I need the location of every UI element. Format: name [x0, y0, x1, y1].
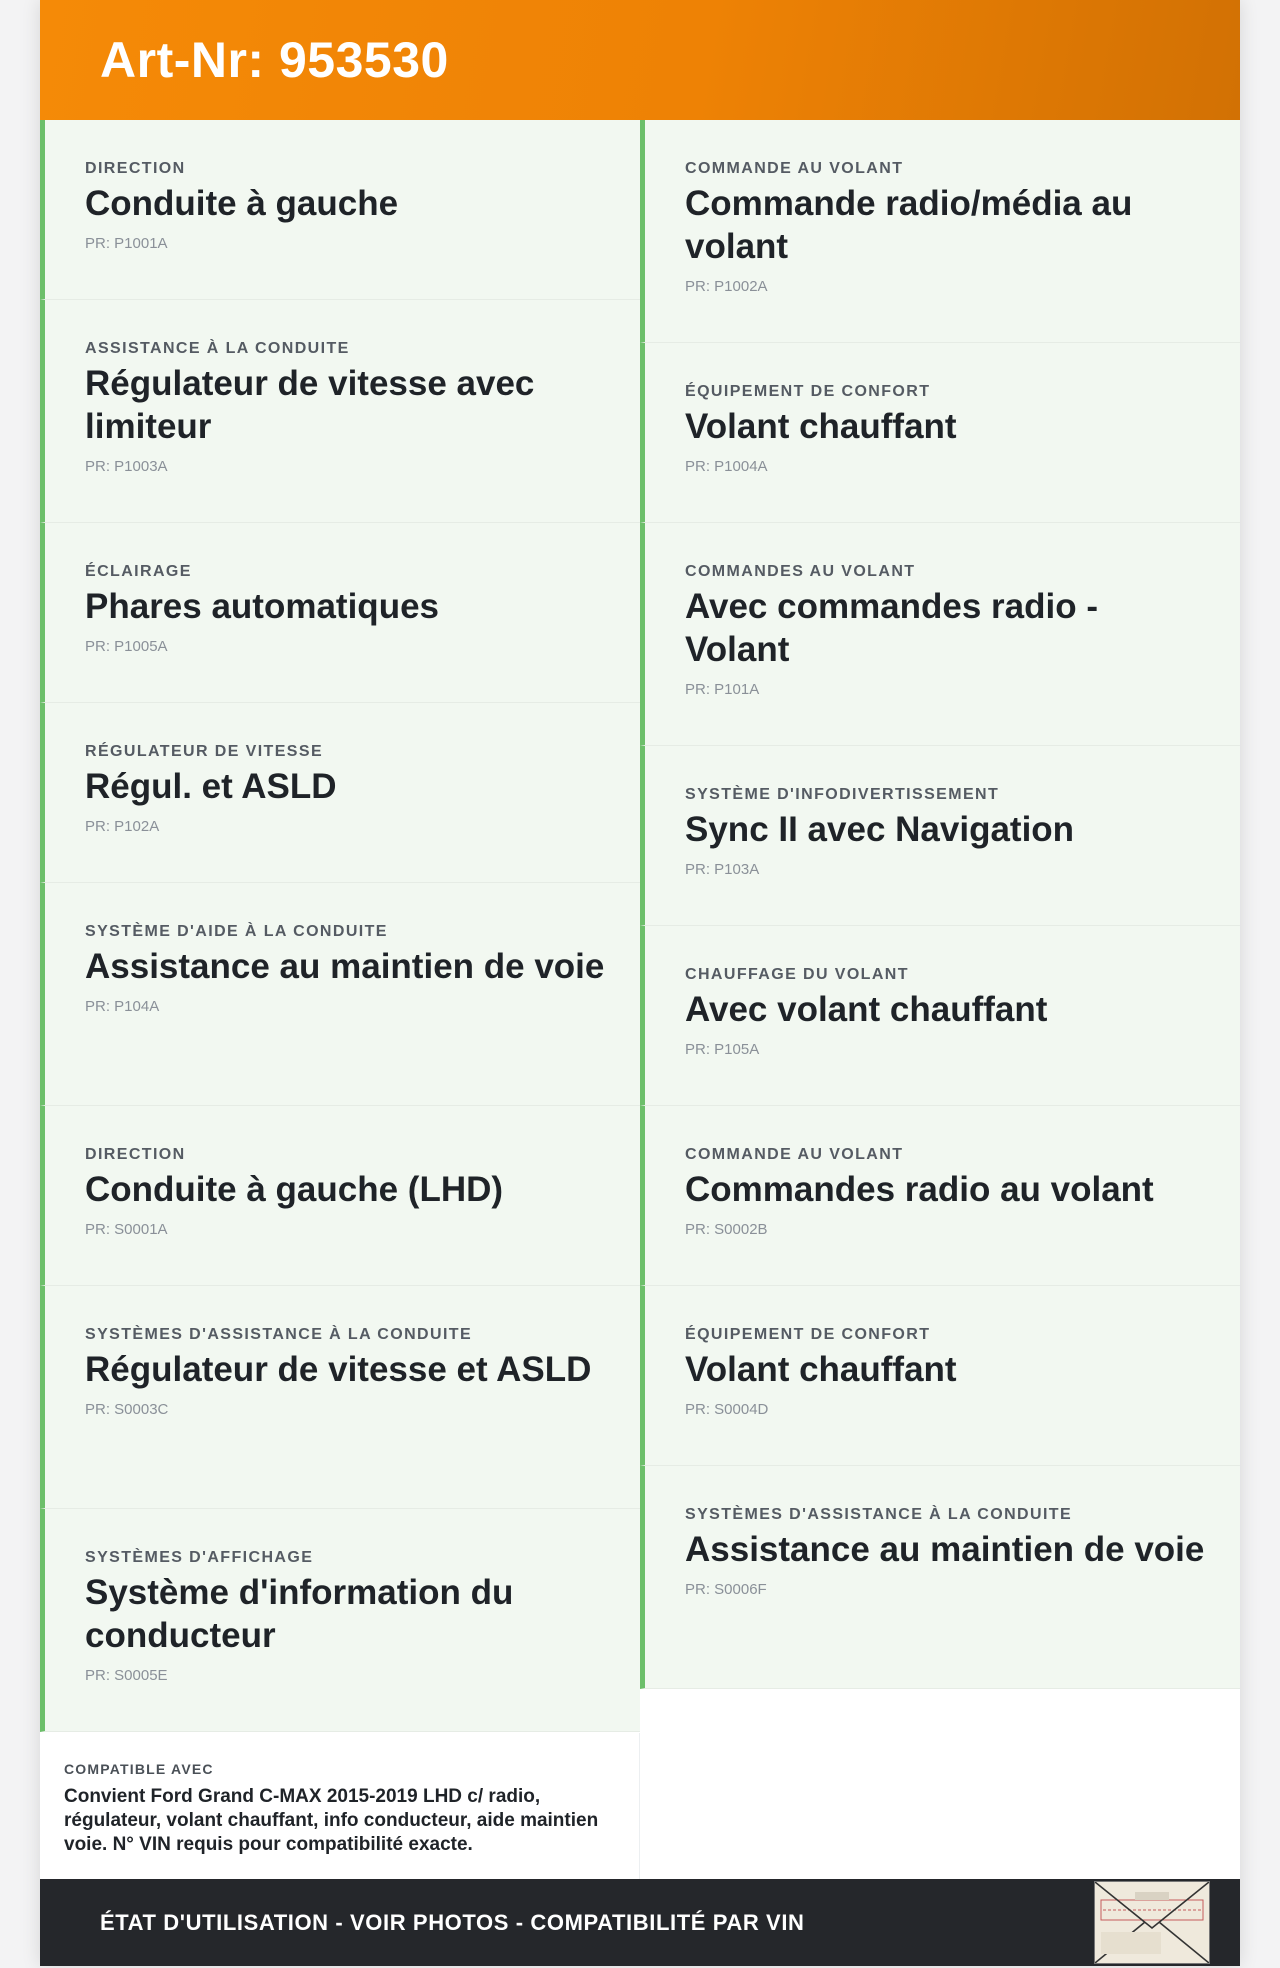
feature-category: COMMANDE AU VOLANT: [685, 160, 904, 177]
feature-pr-code: PR: P1004A: [685, 458, 768, 475]
feature-category: COMMANDE AU VOLANT: [685, 1146, 904, 1163]
feature-item: [40, 300, 640, 523]
features-column-right: [640, 120, 1240, 1689]
feature-item: [640, 120, 1240, 343]
feature-item: [40, 1286, 640, 1509]
feature-item: [40, 523, 640, 703]
feature-item: [40, 883, 640, 1106]
feature-category: SYSTÈMES D'ASSISTANCE À LA CONDUITE: [85, 1326, 473, 1343]
feature-item: [640, 1286, 1240, 1466]
feature-item: [640, 1466, 1240, 1689]
feature-title: Phares automatiques: [85, 587, 439, 626]
feature-title: Conduite à gauche: [85, 184, 399, 223]
feature-title: Commandes radio au volant: [685, 1170, 1154, 1209]
feature-category: SYSTÈMES D'AFFICHAGE: [85, 1549, 314, 1566]
feature-title: Volant chauffant: [685, 1350, 957, 1389]
feature-category: CHAUFFAGE DU VOLANT: [685, 966, 909, 983]
feature-item: [40, 1509, 640, 1732]
feature-pr-code: PR: S0006F: [685, 1581, 767, 1598]
feature-category: RÉGULATEUR DE VITESSE: [85, 743, 324, 760]
feature-title: Assistance au maintien de voie: [685, 1530, 1205, 1569]
compatibility-label: COMPATIBLE AVEC: [64, 1761, 214, 1777]
compatibility-text: Convient Ford Grand C-MAX 2015-2019 LHD c/ radio, régulateur, volant chauffant, info conducteur, aide maintien voie. N° VIN requis pour compatibilité exacte.: [64, 1786, 599, 1855]
feature-category: COMMANDES AU VOLANT: [685, 563, 916, 580]
compatibility-section: [40, 1733, 640, 1879]
feature-pr-code: PR: P104A: [85, 998, 160, 1015]
feature-category: SYSTÈMES D'ASSISTANCE À LA CONDUITE: [685, 1506, 1073, 1523]
feature-category: ASSISTANCE À LA CONDUITE: [85, 340, 350, 357]
feature-title: Système d'information du conducteur: [85, 1573, 514, 1655]
feature-category: DIRECTION: [85, 1146, 186, 1163]
features-column-left: [40, 120, 640, 1732]
feature-title: Assistance au maintien de voie: [85, 947, 605, 986]
feature-item: [40, 120, 640, 300]
feature-title: Commande radio/média au volant: [685, 184, 1133, 266]
feature-pr-code: PR: P101A: [685, 681, 760, 698]
header: [40, 0, 1240, 120]
feature-pr-code: PR: P105A: [685, 1041, 760, 1058]
feature-item: [640, 343, 1240, 523]
feature-pr-code: PR: S0001A: [85, 1221, 168, 1238]
feature-title: Régulateur de vitesse avec limiteur: [85, 364, 535, 446]
footer-bar: [40, 1879, 1240, 1966]
feature-pr-code: PR: S0003C: [85, 1401, 169, 1418]
feature-category: ÉCLAIRAGE: [85, 563, 192, 580]
feature-title: Avec commandes radio - Volant: [685, 587, 1099, 669]
feature-title: Régulateur de vitesse et ASLD: [85, 1350, 592, 1389]
feature-pr-code: PR: S0005E: [85, 1667, 168, 1684]
feature-category: SYSTÈME D'AIDE À LA CONDUITE: [85, 923, 388, 940]
envelope-stamp-icon: [1094, 1881, 1210, 1964]
feature-pr-code: PR: S0002B: [685, 1221, 768, 1238]
footer-text: ÉTAT D'UTILISATION - VOIR PHOTOS - COMPATIBILITÉ PAR VIN: [100, 1909, 805, 1935]
feature-category: ÉQUIPEMENT DE CONFORT: [685, 383, 931, 400]
feature-title: Sync II avec Navigation: [685, 810, 1075, 849]
feature-item: [640, 746, 1240, 926]
feature-item: [640, 1106, 1240, 1286]
feature-pr-code: PR: P103A: [685, 861, 760, 878]
feature-title: Conduite à gauche (LHD): [85, 1170, 504, 1209]
features-grid: [40, 120, 1240, 1732]
feature-item: [40, 703, 640, 883]
feature-pr-code: PR: P1003A: [85, 458, 168, 475]
feature-item: [640, 523, 1240, 746]
feature-title: Volant chauffant: [685, 407, 957, 446]
feature-pr-code: PR: P1001A: [85, 235, 168, 252]
product-card: [40, 0, 1240, 1966]
feature-title: Régul. et ASLD: [85, 767, 337, 806]
feature-pr-code: PR: S0004D: [685, 1401, 769, 1418]
feature-pr-code: PR: P102A: [85, 818, 160, 835]
feature-title: Avec volant chauffant: [685, 990, 1048, 1029]
feature-item: [40, 1106, 640, 1286]
feature-item: [640, 926, 1240, 1106]
article-number-title: Art-Nr: 953530: [100, 32, 449, 88]
feature-category: DIRECTION: [85, 160, 186, 177]
feature-category: ÉQUIPEMENT DE CONFORT: [685, 1326, 931, 1343]
feature-category: SYSTÈME D'INFODIVERTISSEMENT: [685, 786, 1000, 803]
feature-pr-code: PR: P1005A: [85, 638, 168, 655]
feature-pr-code: PR: P1002A: [685, 278, 768, 295]
